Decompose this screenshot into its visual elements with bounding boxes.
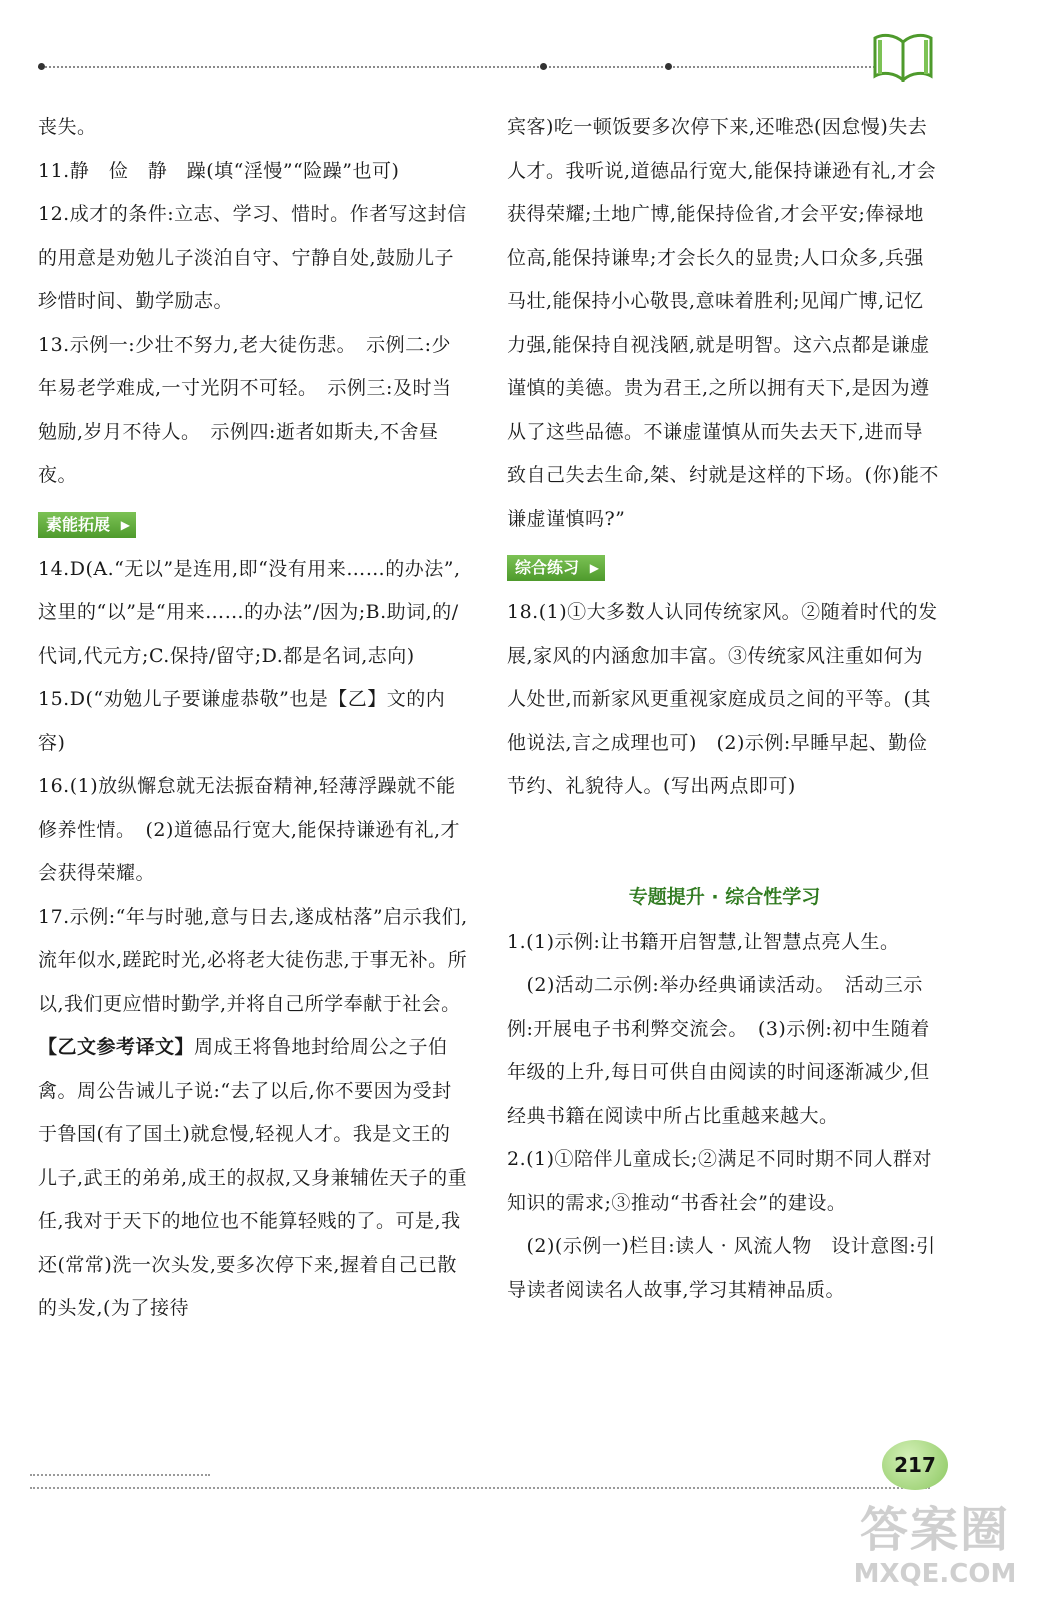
watermark-logo <box>840 1500 1030 1596</box>
top-rule-dot <box>665 63 672 70</box>
left-column <box>38 106 468 1331</box>
answer-paragraph: (2)活动二示例:举办经典诵读活动。 活动三示例:开展电子书利弊交流会。 (3)示例:初中生随着年级的上升,每日可供自由阅读的时间逐渐减少,但经典书籍在阅读中所占比重越来越大。 <box>507 974 930 1127</box>
watermark-cn: 答案圈 <box>859 1502 1010 1558</box>
page-number: 217 <box>894 1453 936 1477</box>
answer-paragraph: (2)(示例一)栏目:读人 · 风流人物 设计意图:引导读者阅读名人故事,学习其精神品质。 <box>507 1235 936 1301</box>
answer-paragraph: 15.D(“劝勉儿子要谦虚恭敬”也是【乙】文的内容) <box>38 688 446 754</box>
answer-paragraph: 14.D(A.“无以”是连用,即“没有用来……的办法”,这里的“以”是“用来……的办法”/因为;B.助词,的/代词,代元方;C.保持/留守;D.都是名词,志向) <box>38 557 461 667</box>
right-translation-continued <box>507 106 942 541</box>
answer-paragraph: 13.示例一:少壮不努力,老大徒伤悲。 示例二:少年易老学难成,一寸光阴不可轻。 示例三:及时当勉励,岁月不待人。 示例四:逝者如斯夫,不舍昼夜。 <box>38 333 452 486</box>
answer-paragraph: 11.静 俭 静 躁(填“淫慢”“险躁”也可) <box>38 159 400 182</box>
right-column <box>507 106 942 1312</box>
top-dotted-rule <box>38 66 878 68</box>
translation-text: 周成王将鲁地封给周公之子伯禽。周公告诫儿子说:“去了以后,你不要因为受封于鲁国(有了国土)就怠慢,轻视人才。我是文王的儿子,武王的弟弟,成王的叔叔,又身兼辅佐天子的重任,我对于天下的地位也不能算轻贱的了。可是,我还(常常)洗一次头发,要多次停下来,握着自己已散的头发,(为了接待 <box>38 1036 468 1319</box>
section-title: 专题提升 · 综合性学习 <box>628 885 821 908</box>
bottom-dotted-rule-short <box>30 1474 210 1476</box>
answer-paragraph: 18.(1)①大多数人认同传统家风。②随着时代的发展,家风的内涵愈加丰富。③传统家风注重如何为人处世,而新家风更重视家庭成员之间的平等。(其他说法,言之成理也可) (2)示例:早睡早起、勤俭节约、礼貌待人。(写出两点即可) <box>507 601 938 797</box>
top-rule-dot <box>38 63 45 70</box>
answer-paragraph: 12.成才的条件:立志、学习、惜时。作者写这封信的用意是劝勉儿子淡泊自守、宁静自处,鼓励儿子珍惜时间、勤学励志。 <box>38 203 467 312</box>
translation-label: 【乙文参考译文】 <box>38 1036 195 1058</box>
open-book-icon <box>872 30 934 82</box>
answer-paragraph: 2.(1)①陪伴儿童成长;②满足不同时期不同人群对知识的需求;③推动“书香社会”的建设。 <box>507 1148 932 1214</box>
section-tag-practice: 综合练习 ▶ <box>507 555 605 581</box>
answer-paragraph: 17.示例:“年与时驰,意与日去,遂成枯落”启示我们,流年似水,蹉跎时光,必将老大徒伤悲,于事无补。所以,我们更应惜时勤学,并将自己所学奉献于社会。 <box>38 905 468 1015</box>
right-answers-bottom <box>507 921 942 1313</box>
answer-paragraph: 宾客)吃一顿饭要多次停下来,还唯恐(因怠慢)失去人才。我听说,道德品行宽大,能保持谦逊有礼,才会获得荣耀;土地广博,能保持俭省,才会平安;俸禄地位高,能保持谦卑;才会长久的显贵;人口众多,兵强马壮,能保持小心敬畏,意味着胜利;见闻广博,记忆力强,能保持自视浅陋,就是明智。这六点都是谦虚谨慎的美德。贵为君王,之所以拥有天下,是因为遵从了这些品德。不谦虚谨慎从而失去天下,进而导致自己失去生命,桀、纣就是这样的下场。(你)能不谦虚谨慎吗?” <box>507 116 939 530</box>
bottom-dotted-rule <box>30 1487 930 1489</box>
right-answers-mid <box>507 591 942 809</box>
answer-paragraph: 1.(1)示例:让书籍开启智慧,让智慧点亮人生。 <box>507 930 900 953</box>
translation-paragraph <box>38 1026 468 1331</box>
answer-paragraph: 16.(1)放纵懈怠就无法振奋精神,轻薄浮躁就不能修养性情。 (2)道德品行宽大,能保持谦逊有礼,才会获得荣耀。 <box>38 775 460 884</box>
watermark-en: MXQE.COM <box>853 1559 1017 1589</box>
answer-paragraph: 丧失。 <box>38 116 97 138</box>
left-answers-top <box>38 106 468 498</box>
left-answers-mid <box>38 548 468 1027</box>
section-tag-extension: 素能拓展 ▶ <box>38 512 136 538</box>
top-rule-dot <box>540 63 547 70</box>
page-number-badge <box>882 1440 948 1490</box>
